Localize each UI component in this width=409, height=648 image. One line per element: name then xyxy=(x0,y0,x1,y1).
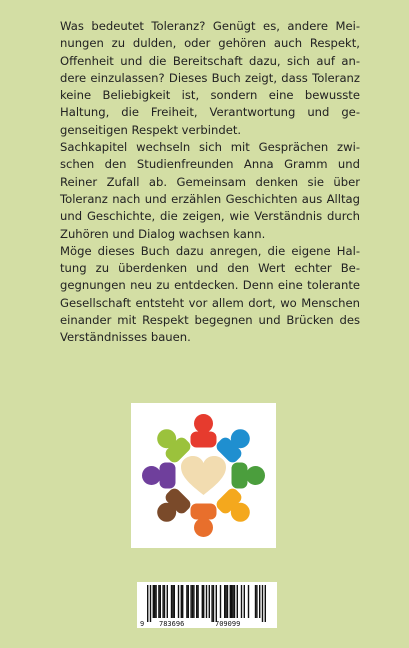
barcode-bar xyxy=(178,585,179,618)
person-figure xyxy=(191,504,217,538)
back-cover-blurb xyxy=(60,18,360,347)
circle-of-people-heart-icon xyxy=(131,403,276,548)
blurb-paragraph-1: Was bedeutet Toleranz? Genügt es, andere Meinungen zu dulden, oder gehören auch Respekt, Offenheit und die Bereitschaft dazu, sich auf andere einzulassen? Dieses Buch zeigt, dass Toleranz keine Beliebigkeit ist, sondern eine bewusste Haltung, die Freiheit, Verantwortung und gegenseitigen Respekt verbindet. xyxy=(60,19,360,137)
barcode-bar xyxy=(232,585,233,618)
barcode-bar xyxy=(216,585,217,622)
barcode-bar xyxy=(172,585,173,618)
barcode-bar xyxy=(197,585,198,618)
barcode-bar xyxy=(225,585,226,618)
barcode-bar xyxy=(158,585,159,618)
barcode-bar xyxy=(164,585,165,618)
barcode-bar xyxy=(171,585,172,618)
blurb-paragraph-3: Möge dieses Buch dazu anregen, die eigene Haltung zu überdenken und den Wert echter Begegnungen neu zu entdecken. Denn eine tolerante Gesellschaft entsteht vor allem dort, wo Menschen einander mit Respekt begegnen und Brücken des Verständnisses bauen. xyxy=(60,243,360,345)
barcode-bar xyxy=(206,585,207,618)
logo-panel xyxy=(131,403,276,548)
blurb-paragraph-2: Sachkapitel wechseln sich mit Gesprächen zwischen den Studienfreunden Anna Gramm und Reiner Zufall ab. Gemeinsam denken sie über Toleranz nach und erzählen Geschichten aus Alltag und Geschichte, die zeigen, wie Verständnis durch Zuhören und Dialog wachsen kann. xyxy=(60,140,360,241)
barcode-bar xyxy=(230,585,231,618)
barcode-bar xyxy=(234,585,235,618)
barcode-bar xyxy=(255,585,256,618)
barcode-bar xyxy=(237,585,238,618)
barcode-bar xyxy=(160,585,161,618)
barcode-lead-digit: 9 xyxy=(140,620,145,628)
barcode-bar xyxy=(241,585,242,618)
barcode-bar xyxy=(186,585,187,618)
barcode-left-digits: 783696 xyxy=(159,620,185,628)
person-figure xyxy=(142,463,176,489)
barcode-bar xyxy=(213,585,214,622)
barcode-bar xyxy=(182,585,183,618)
barcode-bar xyxy=(192,585,193,618)
heart-icon xyxy=(181,456,226,495)
barcode-bar xyxy=(224,585,225,618)
barcode-bar xyxy=(202,585,203,618)
barcode-bar xyxy=(196,585,197,618)
person-figure xyxy=(232,463,266,489)
barcode-bar xyxy=(190,585,191,618)
barcode-bar xyxy=(167,585,168,618)
barcode-bar xyxy=(262,585,263,622)
barcode-bar xyxy=(188,585,189,618)
barcode-bar xyxy=(154,585,155,618)
barcode-bar xyxy=(203,585,204,618)
barcode-bar xyxy=(209,585,210,618)
barcode-bar xyxy=(211,585,212,622)
barcode-bar xyxy=(155,585,156,618)
isbn-barcode xyxy=(137,582,277,628)
barcode-bar xyxy=(259,585,260,618)
barcode-bar xyxy=(248,585,249,618)
barcode-bar xyxy=(231,585,232,618)
barcode-bar xyxy=(150,585,151,622)
barcode-bar xyxy=(181,585,182,618)
barcode-bar xyxy=(147,585,148,622)
barcode-bar xyxy=(174,585,175,618)
barcode-bar xyxy=(256,585,257,618)
person-figure xyxy=(214,486,250,522)
barcode-bar xyxy=(193,585,194,618)
barcode-bar xyxy=(162,585,163,618)
barcode-bar xyxy=(227,585,228,618)
barcode-bar xyxy=(265,585,266,622)
barcode-right-digits: 709099 xyxy=(215,620,241,628)
barcode-bar xyxy=(244,585,245,618)
barcode-bar xyxy=(220,585,221,618)
person-figure xyxy=(157,486,193,522)
person-figure xyxy=(191,414,217,448)
barcode-bars xyxy=(147,585,266,622)
barcode-bar xyxy=(153,585,154,618)
